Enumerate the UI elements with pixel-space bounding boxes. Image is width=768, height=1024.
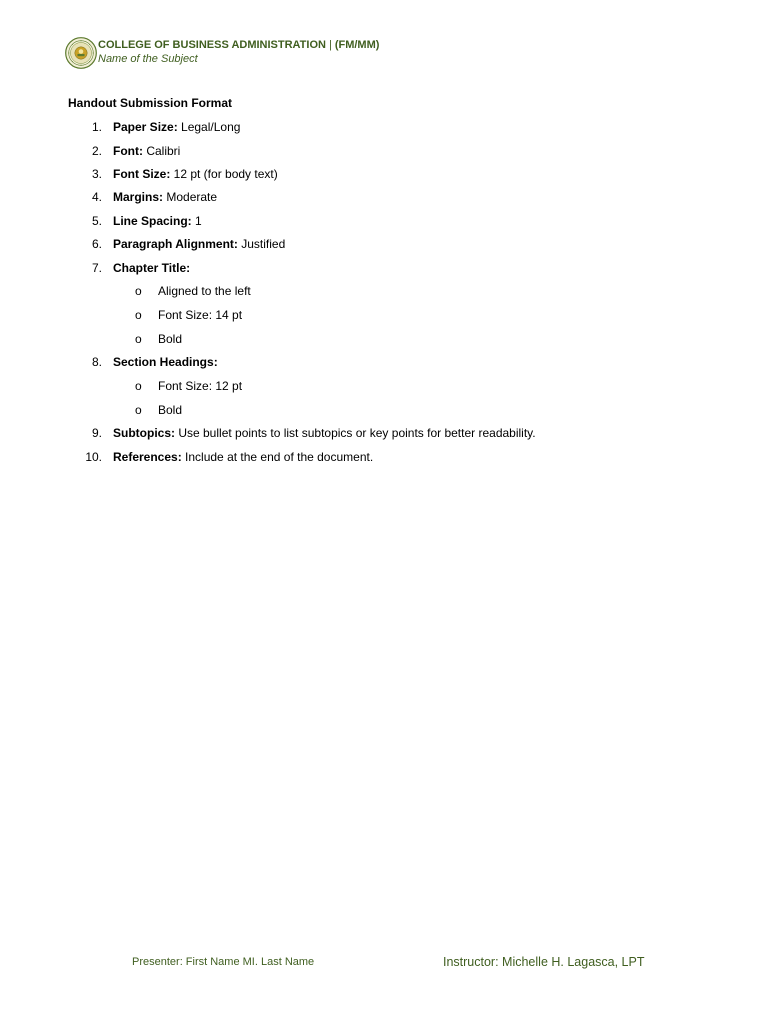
list-number: 6.: [91, 237, 102, 251]
list-number: 2.: [91, 144, 102, 158]
item-label: Paragraph Alignment:: [113, 237, 238, 251]
list-item: [0, 189, 700, 205]
list-item: [0, 449, 700, 465]
item-label: Section Headings:: [113, 355, 218, 369]
program-label: (FM/MM): [334, 39, 380, 51]
item-label: References:: [113, 450, 182, 464]
list-number: 3.: [91, 167, 102, 181]
sub-item-text: Bold: [158, 403, 183, 417]
document-header: [65, 37, 379, 69]
item-label: Paper Size:: [113, 120, 178, 134]
list-item: [0, 236, 700, 252]
instructor-footer: Instructor: Michelle H. Lagasca, LPT: [443, 955, 645, 969]
item-label: Subtopics:: [113, 426, 175, 440]
list-number: 8.: [91, 355, 102, 369]
subject-name: Name of the Subject: [98, 53, 198, 65]
item-value: 12 pt (for body text): [170, 167, 278, 181]
list-number: 4.: [91, 190, 102, 204]
sub-item-text: Aligned to the left: [158, 284, 251, 298]
item-value: Calibri: [142, 144, 181, 158]
sub-item-text: Font Size: 12 pt: [158, 379, 243, 393]
sub-bullet: o: [135, 403, 142, 417]
sub-bullet: o: [135, 308, 142, 322]
list-item: [0, 143, 700, 159]
list-number: 1.: [91, 120, 102, 134]
sub-list-item: [0, 331, 700, 347]
item-value: Include at the end of the document.: [181, 450, 374, 464]
list-item: [0, 213, 700, 229]
item-label: Line Spacing:: [113, 214, 192, 228]
list-item: [0, 260, 700, 276]
list-item: [0, 166, 700, 182]
item-label: Margins:: [113, 190, 164, 204]
item-value: Moderate: [163, 190, 218, 204]
list-item: [0, 119, 700, 135]
item-label: Font Size:: [113, 167, 171, 181]
sub-list-item: [0, 378, 700, 394]
sub-list-item: [0, 283, 700, 299]
sub-bullet: o: [135, 284, 142, 298]
sub-list-item: [0, 307, 700, 323]
list-item: [0, 425, 700, 441]
item-label: Chapter Title:: [113, 261, 191, 275]
college-label: COLLEGE OF BUSINESS ADMINISTRATION: [98, 39, 326, 51]
college-seal-logo: [65, 37, 97, 69]
list-number: 7.: [91, 261, 102, 275]
sub-bullet: o: [135, 379, 142, 393]
header-separator: |: [328, 39, 332, 51]
sub-bullet: o: [135, 332, 142, 346]
presenter-footer: Presenter: First Name MI. Last Name: [132, 956, 315, 968]
item-value: Legal/Long: [177, 120, 241, 134]
page-title: Handout Submission Format: [68, 96, 233, 110]
item-value: Use bullet points to list subtopics or key points for better readability.: [175, 426, 536, 440]
item-value: Justified: [237, 237, 286, 251]
college-name: [98, 38, 379, 52]
sub-list-item: [0, 402, 700, 418]
list-item: [0, 354, 700, 370]
sub-item-text: Bold: [158, 332, 183, 346]
item-label: Font:: [113, 144, 143, 158]
list-number: 10.: [85, 450, 102, 464]
list-number: 5.: [91, 214, 102, 228]
item-value: 1: [191, 214, 202, 228]
sub-item-text: Font Size: 14 pt: [158, 308, 243, 322]
list-number: 9.: [91, 426, 102, 440]
